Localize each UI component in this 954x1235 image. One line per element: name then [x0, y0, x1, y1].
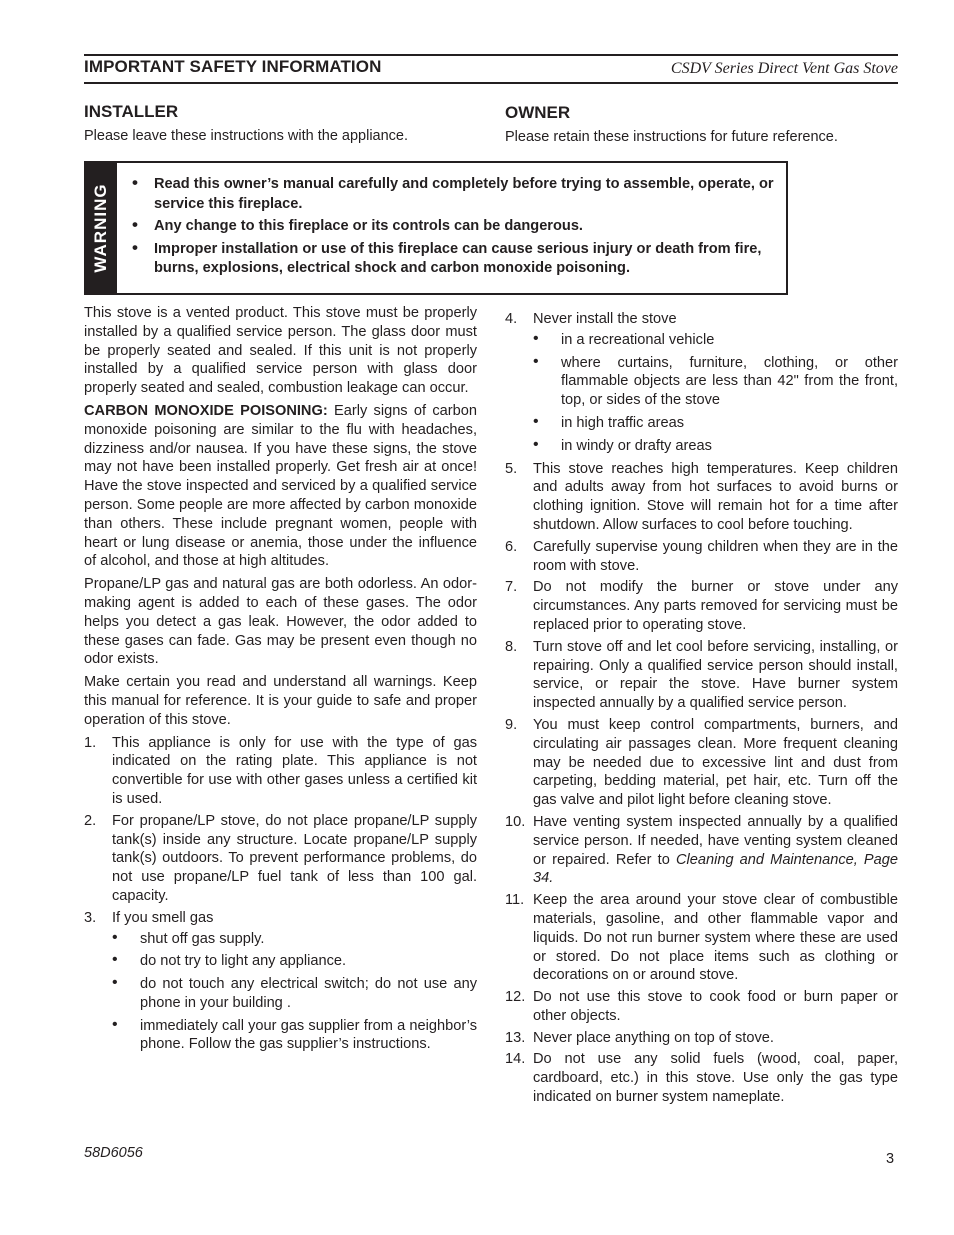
list-item: [84, 909, 477, 1055]
warning-box: [84, 161, 788, 295]
list-item: [505, 1050, 898, 1106]
left-column: [84, 304, 477, 1058]
carbon-monoxide-paragraph: [84, 402, 477, 571]
product-title: CSDV Series Direct Vent Gas Stove: [670, 60, 898, 77]
bullet-item: • in windy or drafty areas: [533, 437, 898, 456]
warning-label: WARNING: [91, 183, 110, 273]
item-text: Do not use any solid fuels (wood, coal, paper, cardboard, etc.) in this stove. Use only the gas type indicated on burner system nameplate.: [533, 1051, 898, 1106]
item-text: This stove reaches high temperatures. Keep children and adults away from hot surfaces to avoid burns or clothing ignition. Stove will remain hot for a time after shutdown. Allow surfaces to cool before touching.: [533, 460, 898, 533]
list-item: [505, 891, 898, 985]
read-warnings-paragraph: Make certain you read and understand all warnings. Keep this manual for reference. It is your guide to safe and proper operation of this stove.: [84, 674, 477, 728]
item-number: 14.: [505, 1051, 526, 1068]
item-number: 8.: [505, 638, 518, 655]
carbon-monoxide-label: CARBON MONOXIDE POISONING:: [84, 402, 328, 419]
item-text: Never install the stove: [533, 311, 677, 327]
owner-heading: OWNER: [505, 103, 571, 122]
list-item: [505, 638, 898, 713]
list-item: [84, 812, 477, 906]
cross-reference: Cleaning and Maintenance, Page 34.: [533, 851, 898, 887]
installer-text: Please leave these instructions with the appliance.: [84, 128, 409, 144]
gas-smell-bullets: [112, 930, 477, 1055]
bullet-item: • in a recreational vehicle: [533, 331, 898, 350]
item-text: Turn stove off and let cool before servicing, installing, or repairing. Only a qualified service person should install, service, or repair the stove. Have burner system inspected annually by a qualified service person.: [533, 638, 898, 712]
item-number: 13.: [505, 1029, 526, 1046]
item-text: Never place anything on top of stove.: [533, 1029, 774, 1046]
warning-item: • Any change to this fireplace or its controls can be dangerous.: [132, 217, 774, 237]
warning-sidebar: [86, 163, 117, 293]
carbon-monoxide-text: Early signs of carbon monoxide poisoning are similar to the flu with headaches, dizziness and/or nausea. If you have these signs, the stove may not have been installed properly. Get fresh air at once! Have the stove inspected and serviced by a qualified service person. Some people are more affected by carbon monoxide than others. These include pregnant women, people with heart or lung disease or anemia, those under the influence of alcohol, and those at high altitudes.: [84, 402, 477, 570]
item-number: 11.: [505, 892, 525, 909]
section-title: IMPORTANT SAFETY INFORMATION: [84, 57, 382, 76]
header-top-rule: [84, 54, 898, 56]
odorless-gas-paragraph: Propane/LP gas and natural gas are both odorless. An odor-making agent is added to each of these gases. The odor helps you detect a gas leak. However, the odor added to these gases can fade. Gas may be present even though no odor exists.: [84, 576, 477, 668]
item-number: 4.: [505, 311, 518, 327]
list-item: [505, 310, 898, 456]
item-number: 5.: [505, 460, 518, 477]
list-item: [505, 578, 898, 634]
list-item: [505, 716, 898, 810]
owner-text: Please retain these instructions for future reference.: [505, 129, 838, 145]
item-text: You must keep control compartments, burners, and circulating air passages clean. More frequent cleaning may be needed due to excessive lint and dust from carpeting, bedding material, pet hair, etc. Turn off the gas valve and pilot light before cleaning stove.: [533, 716, 898, 809]
item-text: Have venting system inspected annually by a qualified service person. If needed, have venting system cleaned or repaired. Refer to: [533, 813, 898, 868]
list-item: [505, 813, 898, 888]
item-number: 12.: [505, 989, 526, 1006]
bullet-item: • immediately call your gas supplier from a neighbor’s phone. Follow the gas supplier’s instructions.: [112, 1017, 477, 1055]
warning-list: [132, 175, 774, 282]
list-item: [505, 988, 898, 1026]
list-item: [84, 734, 477, 809]
item-number: 7.: [505, 579, 518, 596]
item-number: 9.: [505, 716, 518, 733]
safety-list-left: [84, 734, 477, 1055]
document-code: 58D6056: [84, 1145, 143, 1161]
item-text: Carefully supervise young children when they are in the room with stove.: [533, 538, 898, 574]
list-item: [505, 460, 898, 535]
safety-list-right: [505, 310, 898, 1107]
item-text: Keep the area around your stove clear of combustible materials, gasoline, and other flammable vapor and liquids. Do not run burner system where these are used or stored. Do not place items such as clothing or decorations on or around stove.: [533, 892, 898, 984]
item-number: 1.: [84, 734, 97, 751]
list-item: [505, 1029, 898, 1048]
bullet-item: • in high traffic areas: [533, 414, 898, 433]
item-number: 3.: [84, 909, 97, 926]
item-text: For propane/LP stove, do not place propane/LP supply tank(s) inside any structure. Locate propane/LP supply tank(s) outdoors. To prevent performance problems, do not use propane/LP fuel tank of less than 100 gal. capacity.: [112, 812, 477, 904]
installer-heading: INSTALLER: [84, 102, 179, 121]
bullet-item: • shut off gas supply.: [112, 930, 477, 949]
warning-item: • Read this owner’s manual carefully and completely before trying to assemble, operate, or service this fireplace.: [132, 175, 774, 214]
item-number: 10.: [505, 813, 526, 830]
item-number: 2.: [84, 812, 97, 829]
bullet-item: • do not touch any electrical switch; do not use any phone in your building .: [112, 975, 477, 1013]
bullet-item: • do not try to light any appliance.: [112, 952, 477, 971]
item-number: 6.: [505, 538, 518, 555]
item-text: This appliance is only for use with the type of gas indicated on the rating plate. This appliance is not convertible for use with other gases unless a certified kit is used.: [112, 734, 477, 807]
install-location-bullets: [533, 331, 898, 456]
bullet-item: • where curtains, furniture, clothing, or other flammable objects are less than 42" from the front, top, or sides of the stove: [533, 354, 898, 410]
vented-product-paragraph: This stove is a vented product. This stove must be properly installed by a qualified service person. The glass door must be properly seated and sealed. If this unit is not properly installed by a qualified service person with glass door properly seated and sealed, combustion leakage can occur.: [84, 305, 477, 397]
item-text: If you smell gas: [112, 909, 214, 926]
header-bottom-rule: [84, 82, 898, 84]
right-column: [505, 310, 898, 1110]
warning-item: • Improper installation or use of this fireplace can cause serious injury or death from fire, burns, explosions, electrical shock and carbon monoxide poisoning.: [132, 240, 774, 279]
page-number: 3: [886, 1151, 895, 1167]
item-text: Do not modify the burner or stove under any circumstances. Any parts removed for servicing must be replaced prior to operating stove.: [533, 579, 898, 633]
item-text: Do not use this stove to cook food or burn paper or other objects.: [533, 989, 898, 1024]
list-item: [505, 538, 898, 576]
